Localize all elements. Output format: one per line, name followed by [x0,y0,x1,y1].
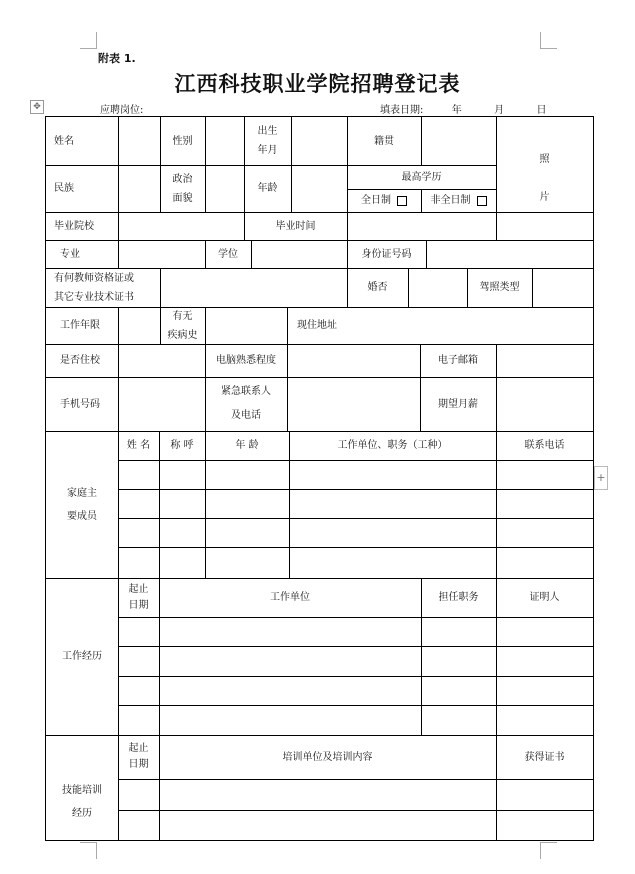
graduation-time-label: 毕业时间 [275,220,316,232]
parttime-option[interactable] [421,189,496,212]
certificate-label-line2: 其它专业技术证书 [54,291,134,303]
birth-label-line1: 出生 [257,126,278,137]
training-certificate-header: 获得证书 [524,751,565,763]
work-witness-header: 证明人 [529,592,560,603]
position-label: 应聘岗位: [100,105,144,116]
add-column-icon[interactable]: + [594,466,608,490]
married-label: 婚否 [367,282,388,293]
work-period-line1: 起止 [128,583,149,595]
training-period-line2: 日期 [128,759,149,770]
training-period-line1: 起止 [128,743,149,754]
id-number-label: 身份证号码 [361,248,412,260]
native-place-label: 籍贯 [374,135,394,147]
family-header-relation: 称 呼 [170,440,194,451]
work-period-header [118,578,159,617]
certificate-label [46,268,160,307]
political-label [160,165,205,212]
birth-label-line2: 年月 [257,145,278,156]
fill-date-month: 月 [494,105,505,116]
fulltime-label: 全日制 [361,195,391,206]
registration-form-table [45,116,594,841]
mobile-label: 手机号码 [60,398,100,410]
family-label-line2: 要成员 [67,510,97,522]
major-label: 专业 [60,248,80,260]
fill-date-label: 填表日期: [380,105,424,116]
photo-cell[interactable] [496,117,593,240]
crop-mark-top-left [80,32,97,49]
name-label: 姓名 [54,135,74,147]
graduated-school-label: 毕业院校 [54,220,94,232]
emergency-label-line1: 紧急联系人 [221,386,271,397]
photo-label-2: 片 [539,191,550,203]
computer-skill-label: 电脑熟悉程度 [216,355,276,366]
emergency-label-line2: 及电话 [231,410,261,421]
fulltime-option[interactable] [347,189,421,212]
family-header-name: 姓 名 [126,440,151,451]
annex-label: 附表 1. [98,52,136,65]
gender-label: 性别 [172,135,193,147]
email-label: 电子邮箱 [438,355,478,366]
birth-label [244,117,291,165]
highest-edu-label: 最高学历 [401,171,442,183]
work-duty-header: 担任职务 [438,592,479,603]
training-content-header: 培训单位及培训内容 [282,751,373,763]
work-section-label: 工作经历 [62,651,102,662]
fulltime-checkbox[interactable] [397,196,407,206]
training-label-line1: 技能培训 [62,784,102,796]
work-years-label: 工作年限 [60,320,100,331]
fill-date-year: 年 [451,105,462,116]
live-on-campus-label: 是否住校 [60,355,100,366]
license-type-label: 驾照类型 [479,282,520,293]
family-header-work-unit: 工作单位、职务（工种） [337,440,448,451]
crop-mark-bottom-right [540,842,557,859]
training-section-label [46,735,118,840]
photo-label-1: 照 [539,154,550,166]
political-label-line2: 面貌 [172,192,193,204]
political-label-line1: 政治 [172,173,193,185]
degree-label: 学位 [218,248,238,260]
family-header-age: 年 龄 [235,440,259,451]
parttime-checkbox[interactable] [477,196,487,206]
crop-mark-top-right [540,32,557,49]
training-period-header [118,735,159,779]
address-label: 现住地址 [297,320,337,331]
disease-label-line2: 疾病史 [167,329,198,341]
disease-label-line1: 有无 [172,310,193,322]
family-section-label [46,431,118,578]
crop-mark-bottom-left [80,842,97,859]
fill-date [380,101,547,116]
fill-date-day: 日 [536,105,547,116]
work-unit-header: 工作单位 [270,592,310,603]
training-label-line2: 经历 [72,807,92,819]
family-label-line1: 家庭主 [67,487,97,499]
disease-label [160,307,205,344]
expected-salary-label: 期望月薪 [438,398,478,410]
parttime-label: 非全日制 [430,195,471,206]
family-header-phone: 联系电话 [524,440,565,451]
emergency-label [205,377,287,431]
age-label: 年龄 [257,183,278,194]
name-value[interactable] [118,117,160,165]
page-title: 江西科技职业学院招聘登记表 [174,71,461,96]
ethnicity-label: 民族 [54,183,74,194]
certificate-label-line1: 有何教师资格证或 [54,272,134,284]
table-move-icon[interactable]: ✥ [30,100,44,114]
work-period-line2: 日期 [128,599,149,611]
